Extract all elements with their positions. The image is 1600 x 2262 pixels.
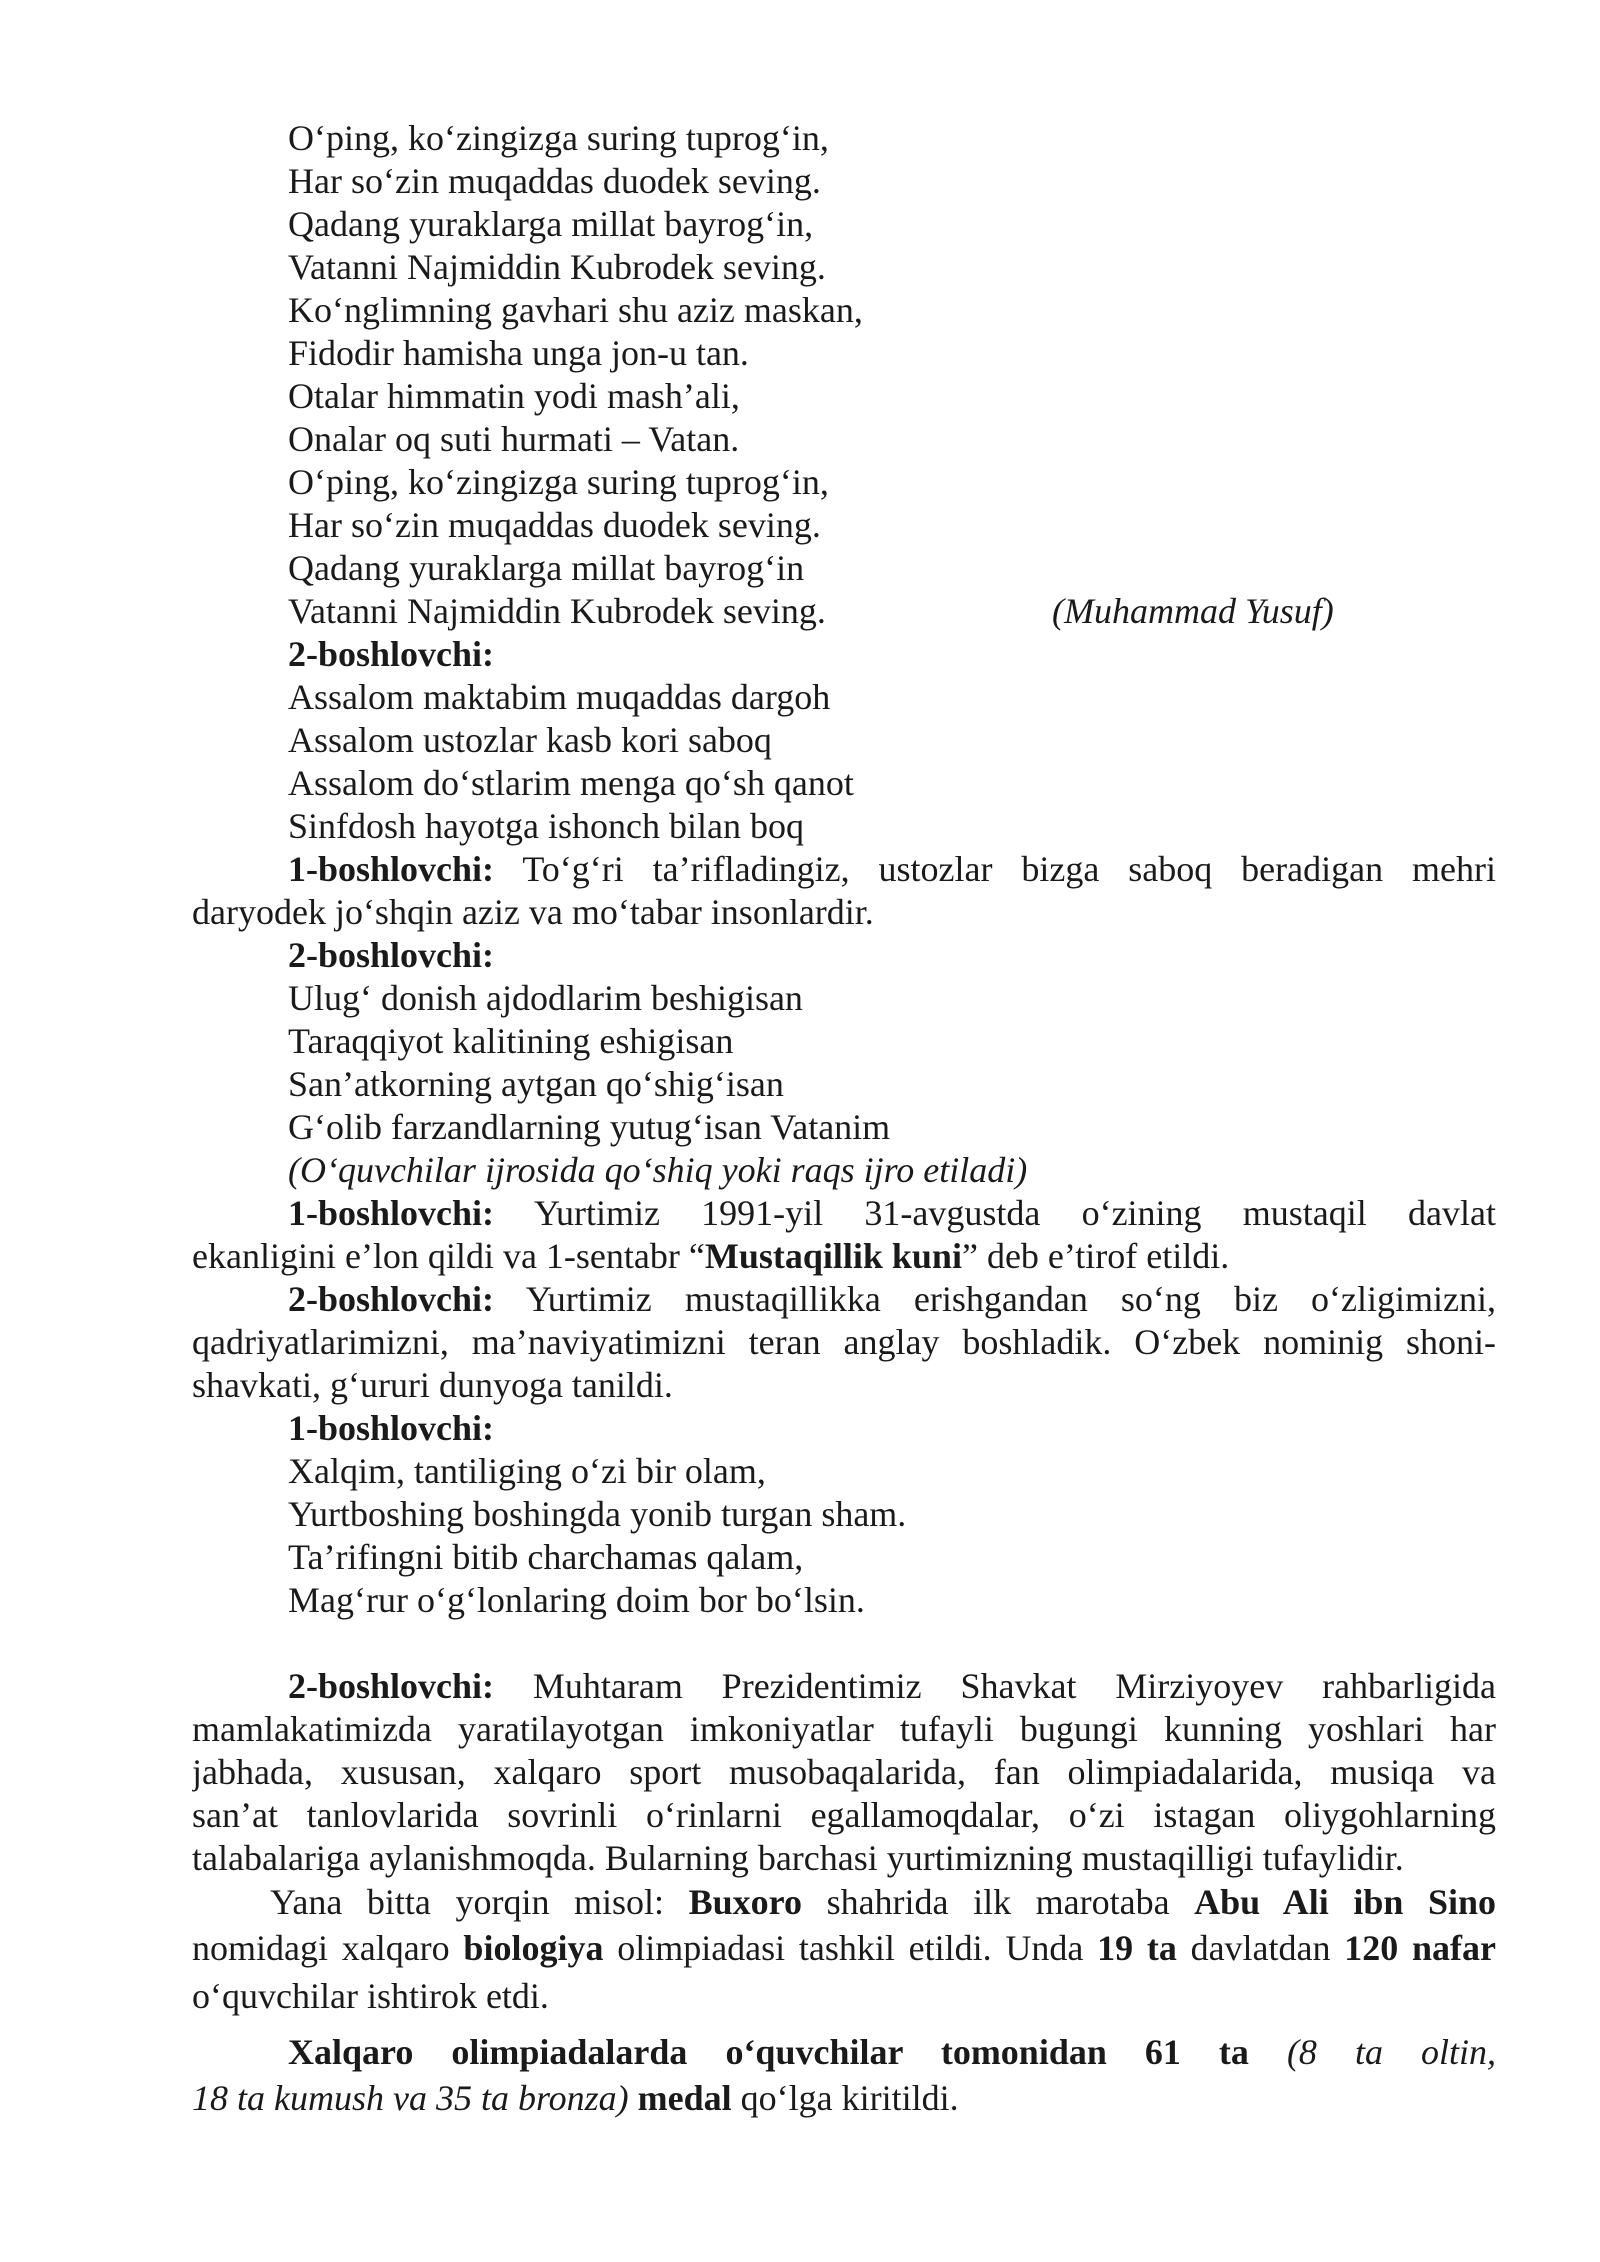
poem-line: Qadang yuraklarga millat bayrog‘in, (288, 204, 814, 244)
poem-line: San’atkorning aytgan qo‘shig‘isan (288, 1064, 784, 1104)
speaker-label: 1-boshlovchi: (288, 1193, 495, 1233)
paragraph-line: daryodek jo‘shqin aziz va mo‘tabar insonlardir. (192, 892, 874, 932)
paragraph-line: 1-boshlovchi: Yurtimiz 1991-yil 31-avgustda o‘zining mustaqil davlat (288, 1193, 1496, 1233)
poem-line: G‘olib farzandlarning yutug‘isan Vatanim (288, 1107, 891, 1147)
poem-line: Vatanni Najmiddin Kubrodek seving. (288, 591, 826, 631)
paragraph-line: 2-boshlovchi: Muhtaram Prezidentimiz Shavkat Mirziyoyev rahbarligida (288, 1666, 1496, 1706)
poem-line: Qadang yuraklarga millat bayrog‘in (288, 548, 805, 588)
speaker-label: 1-boshlovchi: (288, 849, 495, 889)
poem-line: Har so‘zin muqaddas duodek seving. (288, 161, 821, 201)
paragraph-line: qadriyatlarimizni, ma’naviyatimizni teran anglay boshladik. O‘zbek nominig shoni- (192, 1322, 1496, 1362)
paragraph-line: talabalariga aylanishmoqda. Bularning barchasi yurtimizning mustaqilligi tufaylidir. (192, 1838, 1404, 1878)
poem-line: Assalom ustozlar kasb kori saboq (288, 720, 772, 760)
speaker-label: 1-boshlovchi: (288, 1408, 495, 1448)
poem-line: Har so‘zin muqaddas duodek seving. (288, 505, 821, 545)
poem-line: Fidodir hamisha unga jon-u tan. (288, 333, 749, 373)
poem-line: Mag‘rur o‘g‘lonlaring doim bor bo‘lsin. (288, 1580, 865, 1620)
paragraph-line: nomidagi xalqaro biologiya olimpiadasi tashkil etildi. Unda 19 ta davlatdan 120 nafar (192, 1928, 1496, 1968)
speaker-label: 2-boshlovchi: (288, 1666, 495, 1706)
paragraph-line: Yana bitta yorqin misol: Buxoro shahrida ilk marotaba Abu Ali ibn Sino (270, 1882, 1496, 1922)
poem-line: O‘ping, ko‘zingizga suring tuprog‘in, (288, 462, 829, 502)
paragraph-line: shavkati, g‘ururi dunyoga tanildi. (192, 1365, 673, 1405)
paragraph-line: mamlakatimizda yaratilayotgan imkoniyatlar tufayli bugungi kunning yoshlari har (192, 1709, 1496, 1749)
poem-line: Assalom do‘stlarim menga qo‘sh qanot (288, 763, 854, 803)
poem-line: Onalar oq suti hurmati – Vatan. (288, 419, 740, 459)
paragraph-line: ekanligini e’lon qildi va 1-sentabr “Mustaqillik kuni” deb e’tirof etildi. (192, 1236, 1230, 1276)
paragraph-line: 18 ta kumush va 35 ta bronza) medal qo‘lga kiritildi. (192, 2078, 959, 2118)
poem-line: Otalar himmatin yodi mash’ali, (288, 376, 740, 416)
poem-line: O‘ping, ko‘zingizga suring tuprog‘in, (288, 118, 829, 158)
poem-line: Ko‘nglimning gavhari shu aziz maskan, (288, 290, 863, 330)
speaker-label: 2-boshlovchi: (288, 935, 495, 975)
poem-line: Yurtboshing boshingda yonib turgan sham. (288, 1494, 907, 1534)
poem-line: Taraqqiyot kalitining eshigisan (288, 1021, 734, 1061)
paragraph-line: jabhada, xususan, xalqaro sport musobaqalarida, fan olimpiadalarida, musiqa va (192, 1752, 1496, 1792)
paragraph-line: o‘quvchilar ishtirok etdi. (192, 1976, 549, 2016)
speaker-label: 2-boshlovchi: (288, 1279, 495, 1319)
speaker-label: 2-boshlovchi: (288, 634, 495, 674)
poem-line: Ta’rifingni bitib charchamas qalam, (288, 1537, 804, 1577)
paragraph-line: Xalqaro olimpiadalarda o‘quvchilar tomonidan 61 ta (8 ta oltin, (288, 2032, 1496, 2072)
paragraph-line: san’at tanlovlarida sovrinli o‘rinlarni egallamoqdalar, o‘zi istagan oliygohlarning (192, 1795, 1496, 1835)
poem-line: Vatanni Najmiddin Kubrodek seving. (288, 247, 826, 287)
poem-line: Xalqim, tantiliging o‘zi bir olam, (288, 1451, 766, 1491)
paragraph-line: 1-boshlovchi: To‘g‘ri ta’rifladingiz, ustozlar bizga saboq beradigan mehri (288, 849, 1496, 889)
poem-attribution: (Muhammad Yusuf) (1052, 591, 1334, 631)
poem-line: Assalom maktabim muqaddas dargoh (288, 677, 831, 717)
poem-line: Sinfdosh hayotga ishonch bilan boq (288, 806, 804, 846)
poem-line: Ulug‘ donish ajdodlarim beshigisan (288, 978, 803, 1018)
paragraph-line: 2-boshlovchi: Yurtimiz mustaqillikka erishgandan so‘ng biz o‘zligimizni, (288, 1279, 1496, 1319)
stage-note: (O‘quvchilar ijrosida qo‘shiq yoki raqs ijro etiladi) (288, 1150, 1028, 1190)
